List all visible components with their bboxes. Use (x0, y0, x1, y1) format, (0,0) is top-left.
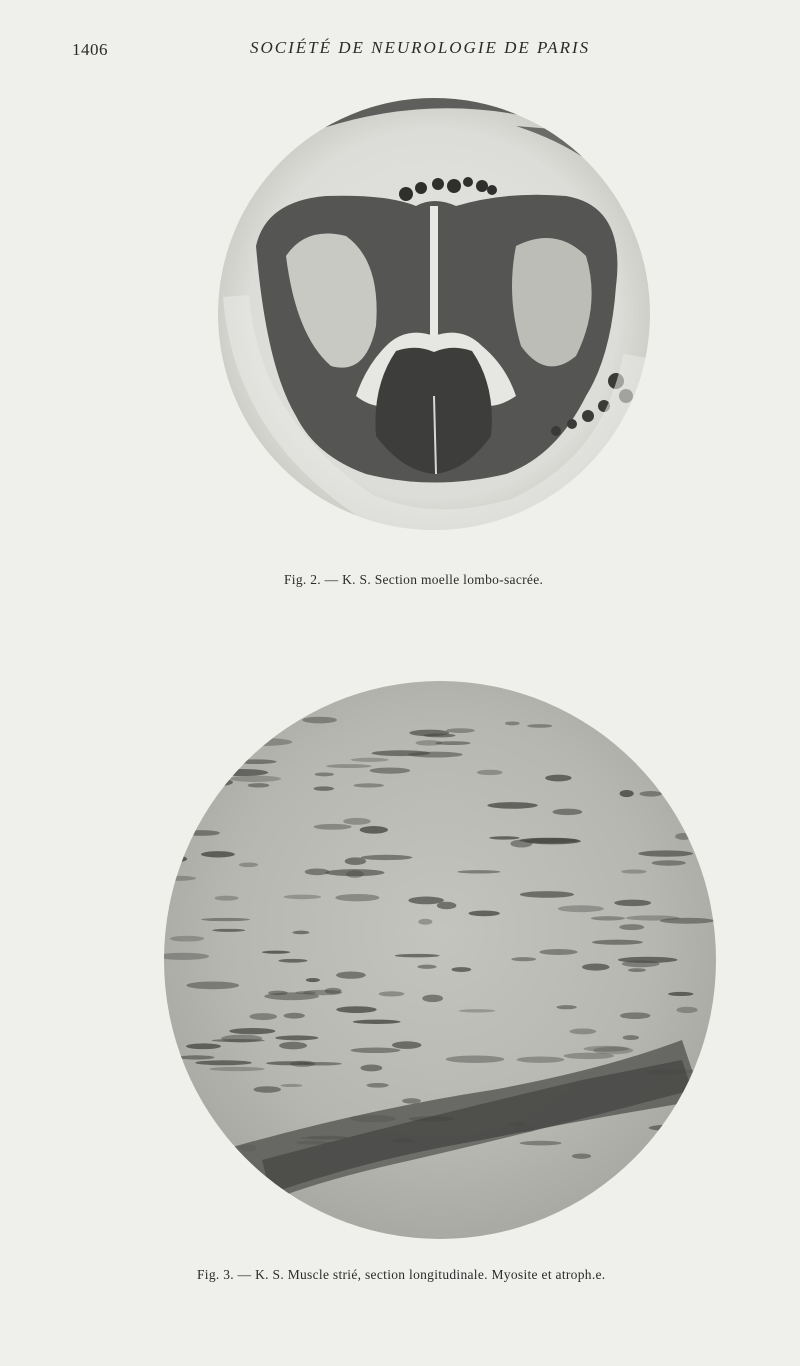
fiber-nucleus-streak (346, 870, 364, 878)
fiber-nucleus-streak (487, 802, 537, 809)
spinal-cord-section-image (216, 96, 652, 532)
fiber-nucleus-streak (343, 818, 371, 825)
fiber-nucleus-streak (660, 918, 714, 924)
fiber-nucleus-streak (392, 1041, 422, 1049)
fiber-nucleus-streak (211, 725, 261, 728)
fiber-nucleus-streak (229, 1028, 275, 1034)
fiber-nucleus-streak (677, 1007, 698, 1013)
fiber-nucleus-streak (556, 1005, 576, 1009)
fiber-nucleus-streak (469, 911, 500, 917)
fiber-nucleus-streak (186, 1043, 221, 1049)
fiber-nucleus-streak (248, 783, 270, 787)
fiber-nucleus-streak (446, 1055, 505, 1062)
fiber-nucleus-streak (572, 1153, 591, 1158)
fiber-nucleus-streak (379, 991, 405, 996)
fiber-nucleus-streak (621, 869, 646, 873)
fiber-nucleus-streak (183, 830, 220, 836)
fiber-nucleus-streak (511, 957, 536, 961)
fiber-nucleus-streak (558, 905, 604, 912)
fiber-nucleus-streak (351, 1048, 401, 1054)
fiber-nucleus-streak (457, 870, 500, 873)
fiber-nucleus-streak (451, 967, 471, 972)
figure-3-muscle-micrograph (162, 680, 718, 1240)
fiber-nucleus-streak (292, 931, 309, 935)
fiber-nucleus-streak (275, 1035, 318, 1040)
fiber-nucleus-streak (424, 734, 456, 738)
fiber-nucleus-streak (620, 790, 634, 797)
figure-2-spinal-cord-micrograph (216, 96, 652, 532)
fiber-nucleus-streak (539, 949, 577, 955)
fiber-nucleus-streak (505, 721, 520, 725)
fiber-nucleus-streak (417, 965, 436, 969)
fiber-nucleus-streak (520, 1141, 562, 1146)
fiber-nucleus-streak (630, 731, 682, 739)
fiber-nucleus-streak (326, 764, 372, 768)
fiber-nucleus-streak (367, 1083, 389, 1088)
fiber-nucleus-streak (593, 1047, 633, 1055)
fiber-nucleus-streak (592, 940, 643, 945)
fiber-nucleus-streak (524, 838, 581, 844)
fiber-nucleus-streak (620, 1012, 650, 1019)
fiber-nucleus-streak (668, 992, 693, 996)
fiber-nucleus-streak (202, 738, 235, 744)
fiber-nucleus-streak (230, 776, 282, 782)
fiber-nucleus-streak (614, 900, 651, 907)
figure-3-caption: Fig. 3. — K. S. Muscle strié, section longitudinale. Myosite et atroph.e. (197, 1267, 606, 1282)
fiber-nucleus-streak (305, 868, 330, 875)
fiber-nucleus-streak (418, 919, 432, 925)
fiber-nucleus-streak (212, 1039, 265, 1042)
fiber-nucleus-streak (520, 891, 574, 898)
fiber-nucleus-streak (262, 951, 290, 954)
fiber-nucleus-streak (284, 895, 321, 900)
fiber-nucleus-streak (684, 724, 699, 728)
fiber-nucleus-streak (315, 772, 334, 776)
fiber-nucleus-streak (314, 786, 334, 790)
fiber-nucleus-streak (370, 767, 411, 773)
fiber-nucleus-streak (360, 826, 388, 834)
fiber-nucleus-streak (652, 860, 686, 865)
fiber-nucleus-streak (489, 836, 520, 839)
fiber-nucleus-streak (415, 740, 442, 745)
fiber-nucleus-streak (204, 748, 227, 753)
fiber-nucleus-streak (212, 929, 245, 932)
fiber-nucleus-streak (298, 1062, 342, 1065)
fiber-nucleus-streak (623, 1035, 639, 1040)
fiber-nucleus-streak (214, 896, 238, 901)
fiber-nucleus-streak (201, 918, 250, 921)
fiber-nucleus-streak (618, 957, 678, 963)
fiber-nucleus-streak (279, 1042, 307, 1050)
fiber-nucleus-streak (353, 783, 384, 787)
fiber-nucleus-streak (306, 978, 320, 982)
fiber-nucleus-streak (619, 924, 644, 930)
fiber-nucleus-streak (314, 824, 352, 830)
fiber-nucleus-streak (214, 775, 229, 782)
fiber-nucleus-streak (264, 992, 319, 1000)
fiber-nucleus-streak (360, 1064, 382, 1071)
striated-muscle-section-image (162, 680, 718, 1240)
fiber-nucleus-streak (649, 1124, 703, 1131)
fiber-nucleus-streak (195, 1060, 252, 1065)
fiber-nucleus-streak (235, 738, 292, 746)
fiber-nucleus-streak (408, 897, 444, 905)
fiber-nucleus-streak (552, 809, 582, 816)
fiber-nucleus-streak (336, 1006, 376, 1013)
fiber-nucleus-streak (422, 995, 443, 1003)
fiber-nucleus-streak (345, 857, 366, 865)
fiber-nucleus-streak (459, 1009, 496, 1012)
fiber-nucleus-streak (302, 717, 337, 724)
fiber-nucleus-streak (336, 971, 366, 978)
fiber-nucleus-streak (582, 964, 610, 971)
fiber-nucleus-streak (437, 902, 457, 909)
running-title: SOCIÉTÉ DE NEUROLOGIE DE PARIS (250, 38, 591, 57)
fiber-nucleus-streak (395, 954, 440, 957)
fiber-nucleus-streak (281, 1084, 303, 1087)
figure-2-caption: Fig. 2. — K. S. Section moelle lombo-sacrée. (284, 572, 544, 587)
fiber-nucleus-streak (353, 1020, 401, 1024)
fiber-nucleus-streak (335, 894, 379, 901)
page-number: 1406 (72, 40, 108, 59)
fiber-nucleus-streak (202, 778, 233, 786)
fiber-nucleus-streak (361, 855, 413, 860)
fiber-nucleus-streak (591, 916, 625, 920)
fiber-nucleus-streak (178, 1055, 215, 1059)
fiber-nucleus-streak (235, 759, 276, 764)
fiber-nucleus-streak (325, 988, 342, 994)
fiber-nucleus-streak (647, 758, 677, 761)
fiber-nucleus-streak (672, 719, 690, 725)
fiber-nucleus-streak (284, 1013, 305, 1019)
fiber-nucleus-streak (570, 1028, 597, 1034)
fiber-nucleus-streak (201, 851, 235, 857)
fiber-nucleus-streak (186, 981, 239, 989)
fiber-nucleus-streak (278, 959, 307, 963)
fiber-nucleus-streak (675, 833, 692, 840)
fiber-nucleus-streak (236, 719, 279, 722)
fiber-nucleus-streak (209, 1067, 264, 1071)
fiber-nucleus-streak (517, 1056, 565, 1062)
fiber-nucleus-streak (351, 758, 389, 762)
fiber-nucleus-streak (527, 724, 552, 728)
fiber-nucleus-streak (402, 1098, 421, 1103)
fiber-nucleus-streak (215, 769, 268, 776)
fiber-nucleus-streak (638, 850, 693, 856)
fiber-nucleus-streak (239, 862, 258, 867)
fiber-nucleus-streak (165, 774, 194, 780)
fiber-nucleus-streak (446, 728, 475, 733)
fiber-nucleus-streak (477, 770, 503, 775)
fiber-nucleus-streak (254, 1086, 281, 1093)
fiber-nucleus-streak (628, 968, 646, 972)
fiber-nucleus-streak (170, 936, 204, 942)
fiber-nucleus-streak (408, 752, 462, 758)
fiber-nucleus-streak (639, 791, 662, 797)
fiber-nucleus-streak (249, 1013, 277, 1020)
fiber-nucleus-streak (545, 775, 571, 782)
fiber-nucleus-streak (510, 840, 532, 848)
